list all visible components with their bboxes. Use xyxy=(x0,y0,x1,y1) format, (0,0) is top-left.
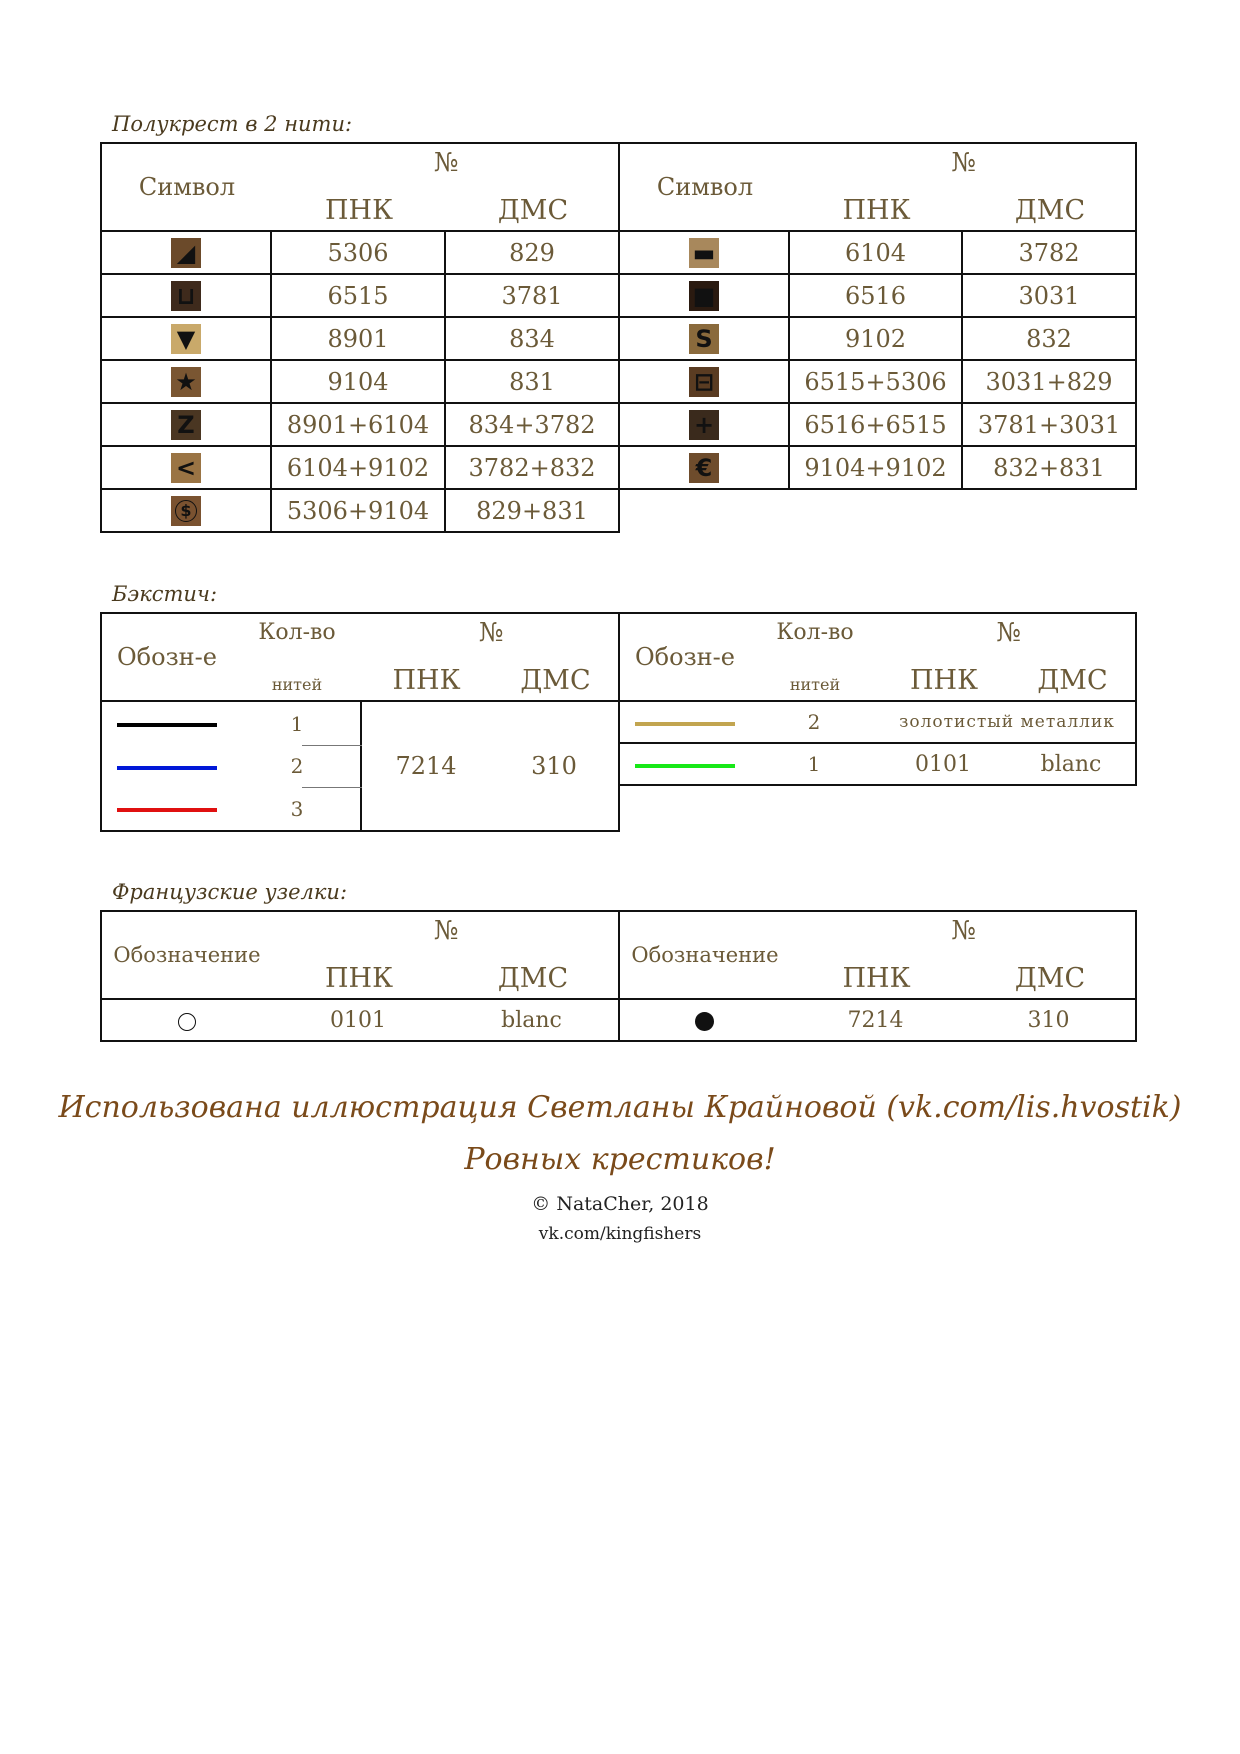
designation-header: Обозн-е xyxy=(117,643,217,671)
designation-header: Обозначение xyxy=(113,943,261,967)
number-header: № xyxy=(951,148,976,178)
count-value: 1 xyxy=(290,711,304,736)
black-line-icon xyxy=(117,723,217,727)
table-row xyxy=(101,317,619,360)
table-header xyxy=(619,143,1136,231)
less-than-icon: < xyxy=(171,453,201,483)
triangle-corner-icon: ◢ xyxy=(171,238,201,268)
z-letter-icon: Z xyxy=(171,410,201,440)
open-circle-icon xyxy=(178,1013,196,1031)
designation-header: Обозн-е xyxy=(635,643,735,671)
pnk-header: ПНК xyxy=(842,963,911,994)
table-row xyxy=(102,787,362,830)
copyright: © NataCher, 2018 xyxy=(531,1193,709,1215)
table-header xyxy=(619,911,1136,999)
blue-line-icon xyxy=(117,766,217,770)
table-row xyxy=(101,274,619,317)
pnk-value: 9102 xyxy=(789,317,962,360)
table-row xyxy=(102,702,362,745)
red-line-icon xyxy=(117,808,217,812)
pnk-value: 6515 xyxy=(271,274,445,317)
dmc-header: ДМС xyxy=(1014,195,1086,226)
table-row xyxy=(619,317,1136,360)
count-header: Кол-во xyxy=(776,620,854,645)
author-link[interactable]: vk.com/kingfishers xyxy=(538,1224,702,1244)
table-row xyxy=(101,999,619,1041)
u-bracket-icon: ⊔ xyxy=(171,281,201,311)
filled-circle-icon xyxy=(695,1012,714,1031)
table-row xyxy=(619,701,1136,743)
pnk-value: 6104+9102 xyxy=(271,446,445,489)
dmc-header: ДМС xyxy=(1014,963,1086,994)
dmc-value: 831 xyxy=(445,360,619,403)
star-icon: ★ xyxy=(171,367,201,397)
table-row xyxy=(619,999,1136,1041)
pnk-value: 6516+6515 xyxy=(789,403,962,446)
table-row xyxy=(619,231,1136,274)
table-row xyxy=(619,446,1136,489)
table-row xyxy=(619,403,1136,446)
table-row xyxy=(101,360,619,403)
symbol-header: Символ xyxy=(138,173,236,201)
backstitch-table-left xyxy=(100,612,620,832)
down-triangle-icon: ▼ xyxy=(171,324,201,354)
dmc-value: 310 xyxy=(962,999,1136,1041)
backstitch-lines-cell xyxy=(101,701,361,831)
pnk-header: ПНК xyxy=(392,665,461,696)
plus-icon: + xyxy=(689,410,719,440)
backstitch-title: Бэкстич: xyxy=(112,582,218,606)
half-cross-table-right xyxy=(618,142,1137,490)
threads-header: нитей xyxy=(271,675,323,694)
dmc-header: ДМС xyxy=(497,963,569,994)
count-header: Кол-во xyxy=(258,620,336,645)
pnk-value: 7214 xyxy=(361,701,490,831)
number-header: № xyxy=(996,618,1021,648)
green-line-icon xyxy=(635,764,735,768)
table-row xyxy=(102,745,362,787)
french-knots-title: Французские узелки: xyxy=(112,880,348,904)
pnk-value: 9104+9102 xyxy=(789,446,962,489)
pnk-value: 0101 xyxy=(879,743,1007,785)
table-row xyxy=(101,231,619,274)
euro-icon: € xyxy=(689,453,719,483)
number-header: № xyxy=(433,916,459,946)
count-value: 1 xyxy=(749,743,879,785)
pnk-value: 8901+6104 xyxy=(271,403,445,446)
pnk-value: 6104 xyxy=(789,231,962,274)
dmc-value: 829 xyxy=(445,231,619,274)
dmc-value: 834 xyxy=(445,317,619,360)
table-header xyxy=(619,613,1136,701)
french-knots-table-left xyxy=(100,910,620,1042)
half-cross-table-left xyxy=(100,142,620,533)
s-letter-icon: S xyxy=(689,324,719,354)
pnk-header: ПНК xyxy=(842,195,911,226)
dollar-circle-icon: $ xyxy=(171,496,201,526)
number-header: № xyxy=(951,916,976,946)
pnk-value: 6516 xyxy=(789,274,962,317)
dmc-value: 832 xyxy=(962,317,1136,360)
dmc-header: ДМС xyxy=(520,665,591,696)
french-knots-table-right xyxy=(618,910,1137,1042)
backstitch-table-right xyxy=(618,612,1137,786)
count-value: 2 xyxy=(749,701,879,743)
table-header xyxy=(101,613,619,701)
dmc-value: 3781+3031 xyxy=(962,403,1136,446)
threads-header: нитей xyxy=(789,675,841,694)
dmc-value: blanc xyxy=(445,999,619,1041)
table-row xyxy=(101,489,619,532)
table-header xyxy=(101,143,619,231)
table-row xyxy=(619,360,1136,403)
table-row xyxy=(619,274,1136,317)
dmc-value: 3782+832 xyxy=(445,446,619,489)
thread-name: золотистый металлик xyxy=(879,701,1136,743)
dmc-value: 3781 xyxy=(445,274,619,317)
box-lines-icon: ⊟ xyxy=(689,367,719,397)
pnk-header: ПНК xyxy=(325,195,393,226)
table-row xyxy=(619,743,1136,785)
symbol-header: Символ xyxy=(656,173,754,201)
pnk-header: ПНК xyxy=(910,665,978,696)
filled-square-icon: ■ xyxy=(689,281,719,311)
dmc-value: 834+3782 xyxy=(445,403,619,446)
pnk-value: 0101 xyxy=(271,999,445,1041)
illustration-credit: Использована иллюстрация Светланы Крайновой (vk.com/lis.hvostik) xyxy=(58,1090,1182,1125)
dmc-value: 3031+829 xyxy=(962,360,1136,403)
table-row xyxy=(101,403,619,446)
dmc-value: 3031 xyxy=(962,274,1136,317)
gold-line-icon xyxy=(635,722,735,726)
half-cross-title: Полукрест в 2 нити: xyxy=(112,112,353,136)
pnk-header: ПНК xyxy=(325,963,393,994)
count-value: 2 xyxy=(290,754,304,778)
number-header: № xyxy=(433,148,459,178)
pnk-value: 7214 xyxy=(789,999,962,1041)
pnk-value: 9104 xyxy=(271,360,445,403)
table-header xyxy=(101,911,619,999)
pnk-value: 6515+5306 xyxy=(789,360,962,403)
pnk-value: 5306+9104 xyxy=(271,489,445,532)
pnk-value: 8901 xyxy=(271,317,445,360)
count-value: 3 xyxy=(290,796,304,821)
half-filled-square-icon: ▬ xyxy=(689,238,719,268)
wish-text: Ровных крестиков! xyxy=(464,1142,776,1177)
dmc-header: ДМС xyxy=(497,195,569,226)
dmc-value: 310 xyxy=(490,701,619,831)
dmc-header: ДМС xyxy=(1037,665,1108,696)
pnk-value: 5306 xyxy=(271,231,445,274)
dmc-value: blanc xyxy=(1007,743,1136,785)
designation-header: Обозначение xyxy=(631,943,779,967)
dmc-value: 832+831 xyxy=(962,446,1136,489)
dmc-value: 3782 xyxy=(962,231,1136,274)
table-row xyxy=(101,446,619,489)
number-header: № xyxy=(478,618,504,648)
dmc-value: 829+831 xyxy=(445,489,619,532)
